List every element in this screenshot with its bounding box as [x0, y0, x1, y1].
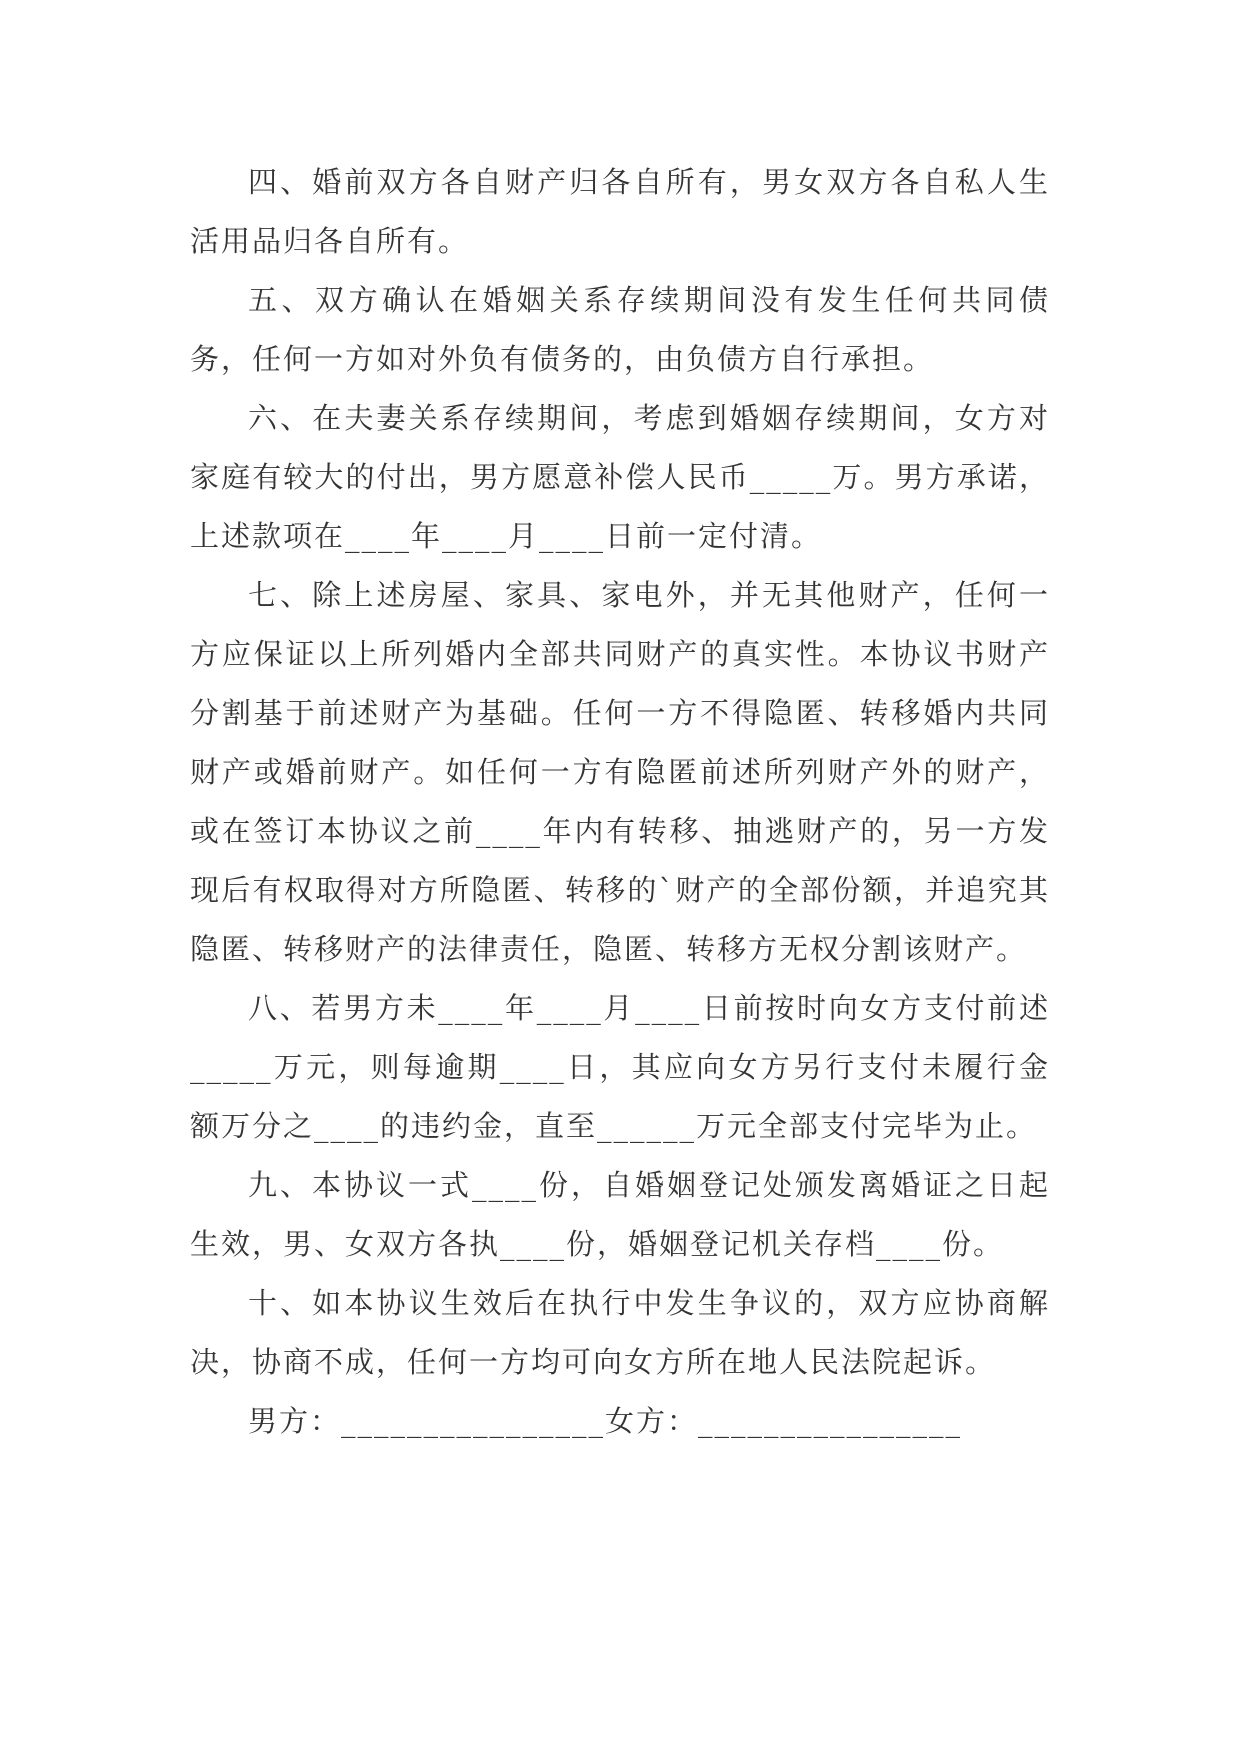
female-signature-label: 女方： [605, 1404, 699, 1438]
male-signature-label: 男方： [248, 1404, 342, 1438]
clause-10: 十、如本协议生效后在执行中发生争议的，双方应协商解决，协商不成，任何一方均可向女方所在地人民法院起诉。 [190, 1286, 1050, 1379]
document-body [190, 153, 1050, 1451]
clause-9: 九、本协议一式____份，自婚姻登记处颁发离婚证之日起生效，男、女双方各执____份，婚姻登记机关存档____份。 [190, 1168, 1050, 1261]
signature-line [190, 1392, 1050, 1451]
clause-5: 五、双方确认在婚姻关系存续期间没有发生任何共同债务，任何一方如对外负有债务的，由负债方自行承担。 [190, 283, 1050, 376]
clause-6: 六、在夫妻关系存续期间，考虑到婚姻存续期间，女方对家庭有较大的付出，男方愿意补偿人民币_____万。男方承诺，上述款项在____年____月____日前一定付清。 [190, 401, 1050, 553]
female-signature-blank: ________________ [698, 1404, 963, 1438]
clause-4: 四、婚前双方各自财产归各自所有，男女双方各自私人生活用品归各自所有。 [190, 165, 1050, 258]
clause-7: 七、除上述房屋、家具、家电外，并无其他财产，任何一方应保证以上所列婚内全部共同财产的真实性。本协议书财产分割基于前述财产为基础。任何一方不得隐匿、转移婚内共同财产或婚前财产。如任何一方有隐匿前述所列财产外的财产，或在签订本协议之前____年内有转移、抽逃财产的，另一方发现后有权取得对方所隐匿、转移的`财产的全部份额，并追究其隐匿、转移财产的法律责任，隐匿、转移方无权分割该财产。 [190, 578, 1050, 966]
male-signature-blank: ________________ [341, 1404, 606, 1438]
clause-8: 八、若男方未____年____月____日前按时向女方支付前述_____万元，则每逾期____日，其应向女方另行支付未履行金额万分之____的违约金，直至______万元全部支付完毕为止。 [190, 991, 1050, 1143]
